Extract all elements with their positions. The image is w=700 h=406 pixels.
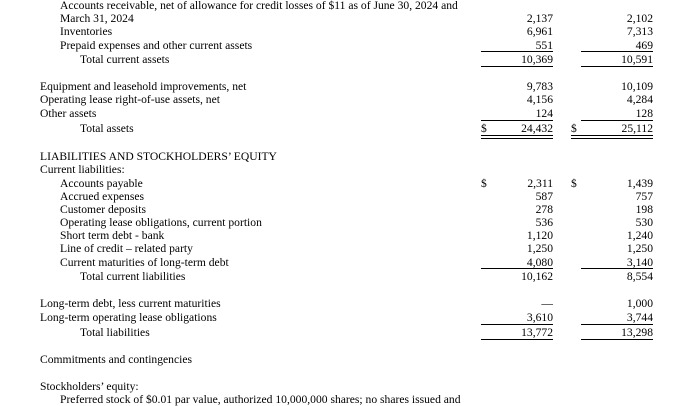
value-2024-06-30: — bbox=[541, 297, 553, 310]
line-label: Total current liabilities bbox=[80, 270, 186, 283]
subheading: Current liabilities: bbox=[40, 163, 125, 176]
line-total-liabilities bbox=[0, 326, 700, 339]
subtotal-rule bbox=[581, 268, 653, 269]
value-2024-03-31: 1,240 bbox=[626, 229, 653, 242]
line-label: Accrued expenses bbox=[60, 190, 145, 203]
subheading: Stockholders’ equity: bbox=[40, 380, 139, 393]
value-2024-06-30: 1,120 bbox=[526, 229, 553, 242]
subtotal-rule bbox=[481, 339, 553, 340]
line-long-term-lease bbox=[0, 311, 700, 324]
value-2024-06-30: 2,311 bbox=[527, 177, 553, 190]
value-2024-03-31: 757 bbox=[635, 190, 653, 203]
line-label: March 31, 2024 bbox=[60, 12, 134, 25]
value-2024-03-31: 1,250 bbox=[626, 242, 653, 255]
line-operating-lease-rou bbox=[0, 93, 700, 106]
value-2024-06-30: 124 bbox=[535, 107, 553, 120]
line-label: Short term debt - bank bbox=[60, 229, 165, 242]
line-label: Customer deposits bbox=[60, 203, 146, 216]
total-double-rule bbox=[481, 135, 553, 139]
value-2024-06-30: 4,080 bbox=[526, 256, 553, 269]
line-label: Accounts receivable, net of allowance for credit losses of $11 as of June 30, 2024 and bbox=[60, 0, 458, 12]
subtotal-rule bbox=[481, 324, 553, 325]
value-2024-06-30: 278 bbox=[535, 203, 553, 216]
line-label: Prepaid expenses and other current assets bbox=[60, 39, 253, 52]
value-2024-03-31: 1,000 bbox=[626, 297, 653, 310]
line-total-assets bbox=[0, 122, 700, 135]
value-2024-03-31: 2,102 bbox=[626, 12, 653, 25]
line-label: Commitments and contingencies bbox=[40, 353, 192, 366]
subtotal-rule bbox=[581, 339, 653, 340]
subtotal-rule bbox=[481, 120, 553, 121]
line-accounts-receivable-2 bbox=[0, 12, 700, 25]
line-total-current-assets bbox=[0, 53, 700, 66]
currency-symbol: $ bbox=[481, 177, 487, 190]
value-2024-06-30: 536 bbox=[535, 216, 553, 229]
subheading-current-liabilities bbox=[0, 163, 700, 176]
value-2024-06-30: 13,772 bbox=[521, 326, 553, 339]
value-2024-03-31: 8,554 bbox=[626, 270, 653, 283]
line-long-term-debt bbox=[0, 297, 700, 310]
line-label: Long-term debt, less current maturities bbox=[40, 297, 221, 310]
value-2024-06-30: 551 bbox=[535, 39, 553, 52]
subtotal-rule bbox=[581, 66, 653, 67]
line-inventories bbox=[0, 25, 700, 38]
subtotal-rule bbox=[581, 51, 653, 52]
value-2024-03-31: 10,109 bbox=[621, 80, 653, 93]
line-total-current-liabilities bbox=[0, 270, 700, 283]
value-2024-06-30: 6,961 bbox=[526, 25, 553, 38]
currency-symbol: $ bbox=[571, 177, 577, 190]
line-label: Total assets bbox=[80, 122, 134, 135]
subtotal-rule bbox=[481, 51, 553, 52]
line-label: Operating lease obligations, current portion bbox=[60, 216, 262, 229]
line-label: Equipment and leasehold improvements, net bbox=[40, 80, 247, 93]
subheading-stockholders-equity bbox=[0, 380, 700, 393]
section-heading-liabilities-equity bbox=[0, 150, 700, 163]
line-label: Other assets bbox=[40, 107, 97, 120]
line-label: Accounts payable bbox=[60, 177, 143, 190]
line-label: Current maturities of long-term debt bbox=[60, 256, 229, 269]
value-2024-06-30: 3,610 bbox=[526, 311, 553, 324]
line-accounts-receivable-1 bbox=[0, 0, 700, 12]
subtotal-rule bbox=[481, 268, 553, 269]
value-2024-06-30: 4,156 bbox=[526, 93, 553, 106]
value-2024-03-31: 1,439 bbox=[626, 177, 653, 190]
line-label: Total current assets bbox=[80, 53, 170, 66]
value-2024-06-30: 587 bbox=[535, 190, 553, 203]
value-2024-06-30: 24,432 bbox=[521, 122, 553, 135]
line-label: Total liabilities bbox=[80, 326, 150, 339]
line-short-term-debt bbox=[0, 229, 700, 242]
line-operating-lease-current bbox=[0, 216, 700, 229]
total-double-rule bbox=[571, 135, 653, 139]
value-2024-03-31: 3,140 bbox=[626, 256, 653, 269]
value-2024-03-31: 469 bbox=[635, 39, 653, 52]
value-2024-03-31: 4,284 bbox=[626, 93, 653, 106]
line-commitments bbox=[0, 353, 700, 366]
value-2024-03-31: 198 bbox=[635, 203, 653, 216]
value-2024-03-31: 530 bbox=[635, 216, 653, 229]
line-other-assets bbox=[0, 107, 700, 120]
subtotal-rule bbox=[581, 120, 653, 121]
line-accounts-payable bbox=[0, 177, 700, 190]
line-accrued-expenses bbox=[0, 190, 700, 203]
line-label: Operating lease right-of-use assets, net bbox=[40, 93, 220, 106]
value-2024-03-31: 3,744 bbox=[626, 311, 653, 324]
value-2024-06-30: 2,137 bbox=[526, 12, 553, 25]
currency-symbol: $ bbox=[571, 122, 577, 135]
value-2024-03-31: 7,313 bbox=[626, 25, 653, 38]
line-label: Inventories bbox=[60, 25, 113, 38]
line-customer-deposits bbox=[0, 203, 700, 216]
value-2024-06-30: 10,369 bbox=[521, 53, 553, 66]
line-label: Preferred stock of $0.01 par value, authorized 10,000,000 shares; no shares issued and bbox=[60, 393, 461, 406]
value-2024-06-30: 10,162 bbox=[521, 270, 553, 283]
value-2024-03-31: 13,298 bbox=[621, 326, 653, 339]
value-2024-06-30: 1,250 bbox=[526, 242, 553, 255]
section-heading: LIABILITIES AND STOCKHOLDERS’ EQUITY bbox=[40, 150, 277, 163]
line-equipment bbox=[0, 80, 700, 93]
value-2024-03-31: 128 bbox=[635, 107, 653, 120]
line-label: Line of credit – related party bbox=[60, 242, 193, 255]
currency-symbol: $ bbox=[481, 122, 487, 135]
value-2024-06-30: 9,783 bbox=[526, 80, 553, 93]
subtotal-rule bbox=[481, 66, 553, 67]
line-line-of-credit bbox=[0, 242, 700, 255]
value-2024-03-31: 25,112 bbox=[621, 122, 653, 135]
value-2024-03-31: 10,591 bbox=[621, 53, 653, 66]
line-label: Long-term operating lease obligations bbox=[40, 311, 217, 324]
subtotal-rule bbox=[581, 324, 653, 325]
